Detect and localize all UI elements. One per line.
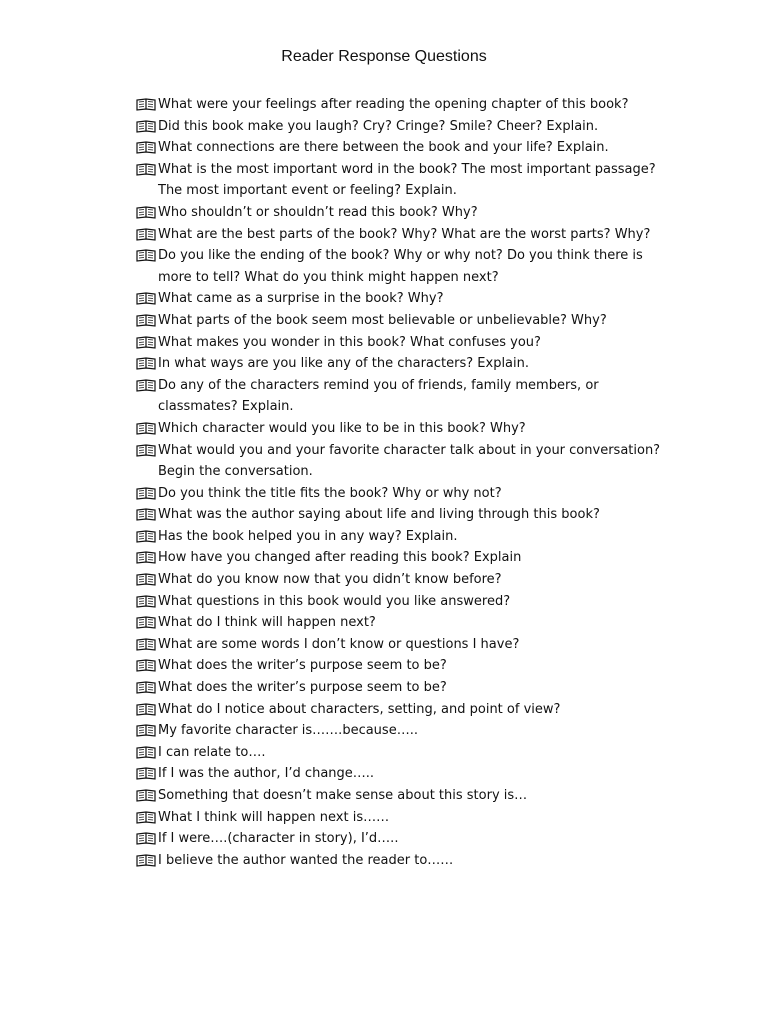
open-book-icon: [136, 379, 156, 392]
open-book-icon: [136, 422, 156, 435]
question-item: [136, 288, 676, 310]
question-item: [136, 763, 676, 785]
open-book-icon: [136, 573, 156, 586]
open-book-icon: [136, 551, 156, 564]
question-text: What do I notice about characters, setting, and point of view?: [158, 701, 561, 717]
question-item: [136, 569, 676, 591]
open-book-icon: [136, 444, 156, 457]
question-item: [136, 245, 676, 288]
question-item: [136, 483, 676, 505]
open-book-icon: [136, 98, 156, 111]
question-text: What is the most important word in the book? The most important passage? The most important event or feeling? Explain.: [158, 161, 656, 199]
page-title: Reader Response Questions: [281, 48, 487, 65]
open-book-icon: [136, 767, 156, 780]
question-text: I believe the author wanted the reader to……: [158, 852, 454, 868]
open-book-icon: [136, 228, 156, 241]
question-text: Which character would you like to be in this book? Why?: [158, 420, 526, 436]
open-book-icon: [136, 724, 156, 737]
question-text: What would you and your favorite character talk about in your conversation? Begin the conversation.: [158, 442, 661, 480]
question-item: [136, 137, 676, 159]
question-item: [136, 224, 676, 246]
open-book-icon: [136, 832, 156, 845]
question-item: [136, 655, 676, 677]
question-item: [136, 785, 676, 807]
question-text: What do you know now that you didn’t know before?: [158, 572, 502, 588]
open-book-icon: [136, 357, 156, 370]
question-item: [136, 612, 676, 634]
question-text: What connections are there between the book and your life? Explain.: [158, 140, 609, 156]
question-text: What makes you wonder in this book? What confuses you?: [158, 334, 541, 350]
question-item: [136, 94, 676, 116]
open-book-icon: [136, 616, 156, 629]
question-text: What questions in this book would you like answered?: [158, 593, 511, 609]
open-book-icon: [136, 336, 156, 349]
open-book-icon: [136, 638, 156, 651]
question-item: [136, 699, 676, 721]
question-item: [136, 634, 676, 656]
question-item: [136, 310, 676, 332]
question-item: [136, 375, 676, 418]
question-item: [136, 418, 676, 440]
open-book-icon: [136, 120, 156, 133]
question-text: If I was the author, I’d change…..: [158, 766, 375, 782]
open-book-icon: [136, 487, 156, 500]
question-item: [136, 332, 676, 354]
open-book-icon: [136, 811, 156, 824]
question-text: What are some words I don’t know or questions I have?: [158, 636, 520, 652]
open-book-icon: [136, 854, 156, 867]
question-text: What does the writer’s purpose seem to be?: [158, 680, 447, 696]
question-text: Do you think the title fits the book? Why or why not?: [158, 485, 502, 501]
question-text: What were your feelings after reading the opening chapter of this book?: [158, 97, 629, 112]
question-item: [136, 353, 676, 375]
question-text: Has the book helped you in any way? Explain.: [158, 528, 458, 544]
question-text: What do I think will happen next?: [158, 615, 376, 631]
question-text: Something that doesn’t make sense about this story is…: [158, 788, 528, 803]
question-text: What parts of the book seem most believable or unbelievable? Why?: [158, 312, 607, 328]
question-text: How have you changed after reading this book? Explain: [158, 550, 522, 566]
question-text: Do you like the ending of the book? Why or why not? Do you think there is more to tell? What do you think might happen next?: [158, 248, 643, 285]
question-item: [136, 504, 676, 526]
question-item: [136, 720, 676, 742]
question-item: [136, 526, 676, 548]
question-text: Did this book make you laugh? Cry? Cringe? Smile? Cheer? Explain.: [158, 118, 599, 134]
open-book-icon: [136, 746, 156, 759]
open-book-icon: [136, 141, 156, 154]
question-item: [136, 202, 676, 224]
open-book-icon: [136, 595, 156, 608]
open-book-icon: [136, 314, 156, 327]
open-book-icon: [136, 508, 156, 521]
open-book-icon: [136, 206, 156, 219]
question-text: Who shouldn’t or shouldn’t read this book? Why?: [158, 204, 478, 220]
question-item: [136, 850, 676, 872]
question-item: [136, 440, 676, 483]
question-text: What does the writer’s purpose seem to be?: [158, 658, 447, 674]
question-text: I can relate to….: [158, 744, 266, 760]
question-list: [136, 94, 676, 871]
question-item: [136, 547, 676, 569]
question-item: [136, 828, 676, 850]
open-book-icon: [136, 703, 156, 716]
open-book-icon: [136, 292, 156, 305]
question-item: [136, 116, 676, 138]
open-book-icon: [136, 659, 156, 672]
open-book-icon: [136, 681, 156, 694]
open-book-icon: [136, 249, 156, 262]
open-book-icon: [136, 530, 156, 543]
question-item: [136, 742, 676, 764]
question-text: If I were….(character in story), I’d…..: [158, 831, 399, 847]
open-book-icon: [136, 163, 156, 176]
question-item: [136, 159, 676, 202]
question-text: What came as a surprise in the book? Why?: [158, 291, 444, 307]
question-text: Do any of the characters remind you of friends, family members, or classmates? Explain.: [158, 377, 599, 415]
question-item: [136, 807, 676, 829]
question-item: [136, 677, 676, 699]
question-text: What I think will happen next is……: [158, 809, 390, 825]
question-text: What are the best parts of the book? Why? What are the worst parts? Why?: [158, 226, 651, 242]
question-text: In what ways are you like any of the characters? Explain.: [158, 356, 530, 372]
question-item: [136, 591, 676, 613]
open-book-icon: [136, 789, 156, 802]
question-text: My favorite character is…….because…..: [158, 723, 418, 739]
question-text: What was the author saying about life and living through this book?: [158, 507, 600, 523]
